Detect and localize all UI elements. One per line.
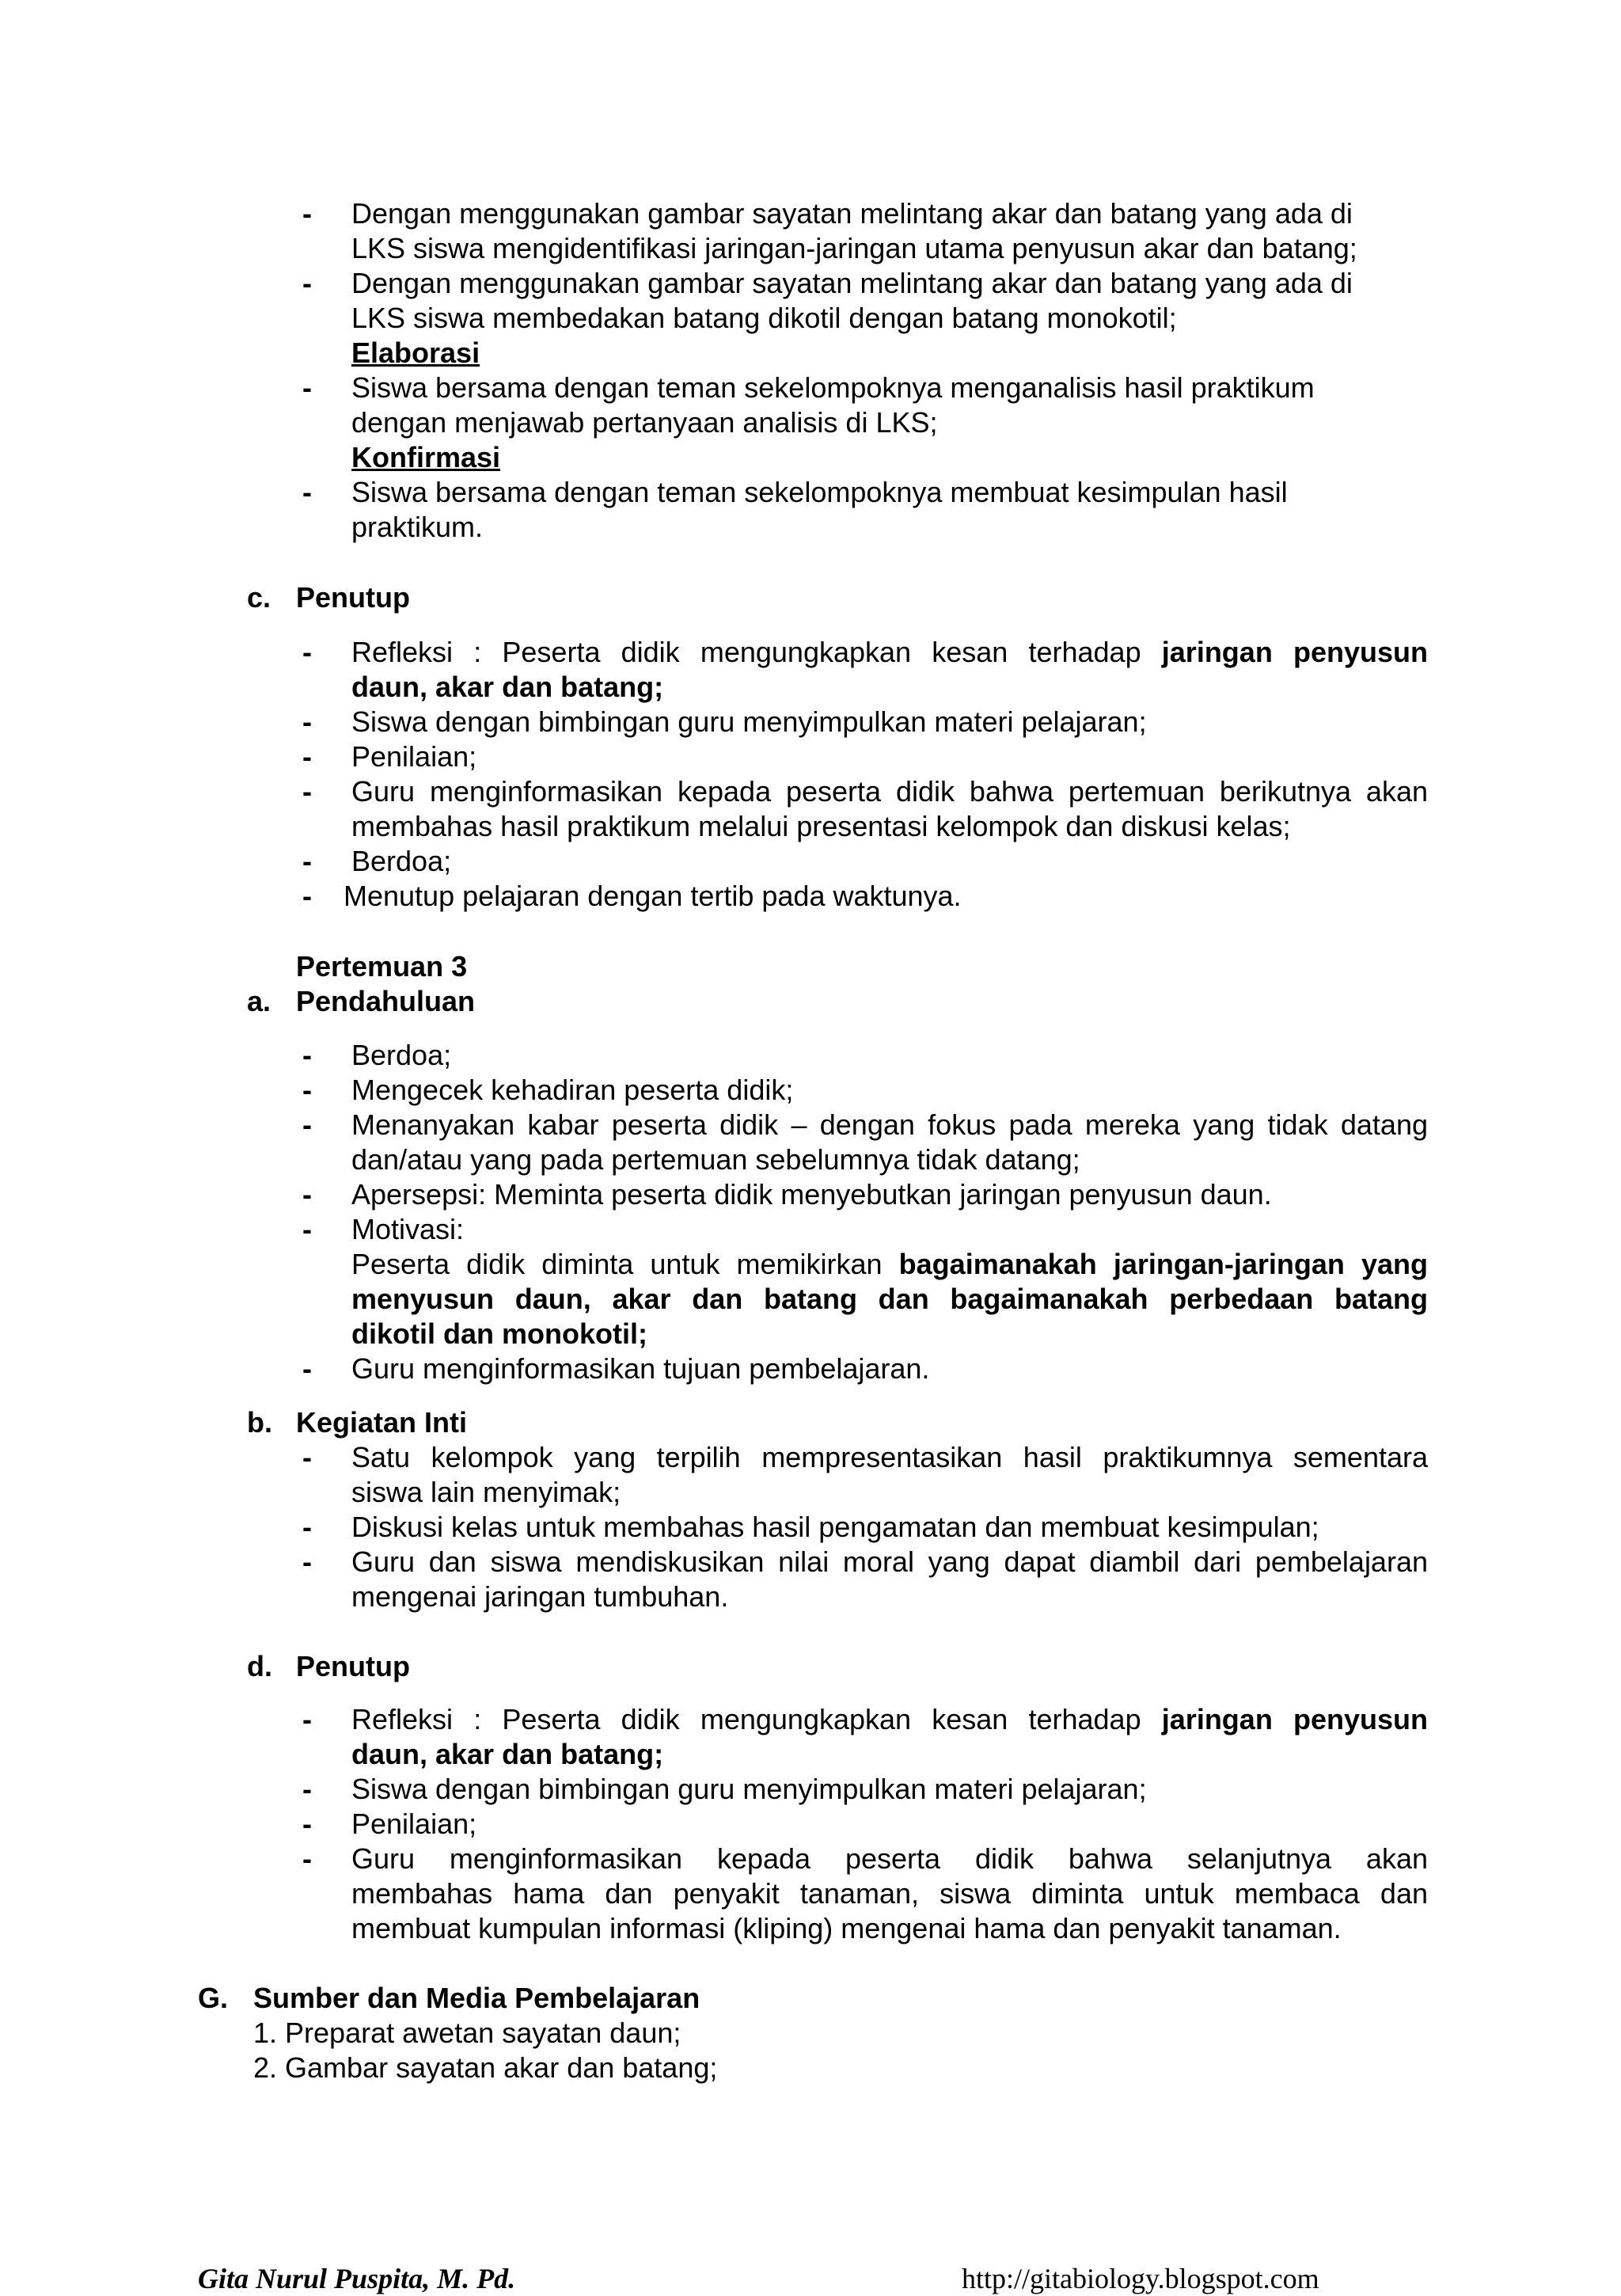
list-item-line: daun, akar dan batang; [351,1738,664,1770]
bullet-dash: - [302,740,312,773]
bullet-dash: - [302,1039,312,1071]
list-item-line: Guru menginformasikan tujuan pembelajaran. [351,1352,930,1385]
bullet-dash: - [302,845,312,877]
bullet-dash: - [302,1213,312,1245]
list-item-line: mengenai jaringan tumbuhan. [351,1580,729,1613]
list-item-line: Penilaian; [351,1808,477,1840]
bullet-dash: - [302,1545,312,1578]
motivasi-text: Peserta didik diminta untuk memikirkan [351,1248,899,1280]
refleksi-text: Refleksi : Peserta didik mengungkapkan kesan terhadap [351,1703,1162,1735]
list-item-line: siswa lain menyimak; [351,1476,621,1508]
section-heading: Penutup [296,1650,410,1682]
list-item-line: Penilaian; [351,740,477,773]
list-item-line: dikotil dan monokotil; [351,1317,647,1350]
list-item-line: Berdoa; [351,1039,452,1071]
bullet-dash: - [302,197,312,230]
section-heading: Penutup [296,581,410,614]
list-item-line: Guru menginformasikan kepada peserta didik bahwa pertemuan berikutnya akan [351,775,1428,808]
list-item-line: Berdoa; [351,845,452,877]
section-letter: c. [247,581,271,614]
footer-author: Gita Nurul Puspita, M. Pd. [198,2263,516,2294]
list-item: 2. Gambar sayatan akar dan batang; [253,2051,718,2084]
list-item-line: daun, akar dan batang; [351,671,664,703]
refleksi-text: Refleksi : Peserta didik mengungkapkan kesan terhadap [351,636,1162,668]
bullet-dash: - [302,267,312,299]
list-item-line: dan/atau yang pada pertemuan sebelumnya tidak datang; [351,1143,1080,1176]
list-item-line [351,1702,1428,1737]
section-heading: Pendahuluan [296,985,476,1017]
bullet-dash: - [302,1511,312,1543]
list-item-line: Siswa bersama dengan teman sekelompoknya menganalisis hasil praktikum [351,371,1315,404]
list-item: 1. Preparat awetan sayatan daun; [253,2017,681,2049]
refleksi-bold: jaringan penyusun [1161,636,1429,668]
section-letter: b. [247,1406,272,1439]
bullet-dash: - [302,1441,312,1473]
list-item-line: Menanyakan kabar peserta didik – dengan fokus pada mereka yang tidak datang [351,1108,1428,1141]
list-item-line: Siswa bersama dengan teman sekelompoknya membuat kesimpulan hasil [351,476,1288,508]
section-letter: a. [247,985,271,1017]
bullet-dash: - [302,1808,312,1840]
list-item-line: Guru dan siswa mendiskusikan nilai moral yang dapat diambil dari pembelajaran [351,1545,1428,1578]
bullet-dash: - [302,1773,312,1805]
list-item-line: Menutup pelajaran dengan tertib pada waktunya. [344,880,962,912]
list-item-line: Diskusi kelas untuk membahas hasil pengamatan dan membuat kesimpulan; [351,1511,1319,1543]
list-item-line: Dengan menggunakan gambar sayatan melintang akar dan batang yang ada di [351,197,1353,230]
list-item-line: membahas hasil praktikum melalui presentasi kelompok dan diskusi kelas; [351,810,1291,842]
list-item-line: Satu kelompok yang terpilih mempresentasikan hasil praktikumnya sementara [351,1441,1428,1473]
bullet-dash: - [302,1108,312,1141]
list-item-line: Mengecek kehadiran peserta didik; [351,1074,794,1106]
refleksi-bold: jaringan penyusun [1161,1703,1429,1735]
pertemuan-title: Pertemuan 3 [296,950,468,983]
list-item-line: membuat kumpulan informasi (kliping) mengenai hama dan penyakit tanaman. [351,1912,1342,1944]
bullet-dash: - [302,1074,312,1106]
bullet-dash: - [302,1842,312,1875]
motivasi-bold: bagaimanakah jaringan-jaringan yang [898,1248,1429,1280]
list-item-line: LKS siswa mengidentifikasi jaringan-jaringan utama penyusun akar dan batang; [351,232,1357,264]
bullet-dash: - [302,775,312,808]
footer-url: http://gitabiology.blogspot.com [962,2263,1319,2294]
list-item-line: praktikum. [351,511,484,543]
list-item-line: Guru menginformasikan kepada peserta didik bahwa selanjutnya akan [351,1842,1428,1875]
bullet-dash: - [302,636,312,668]
list-item-line [351,635,1428,670]
bullet-dash: - [302,705,312,738]
list-item-line: Motivasi: [351,1213,465,1245]
section-letter: d. [247,1650,272,1682]
bullet-dash: - [302,1703,312,1735]
list-item-line [351,1247,1428,1282]
list-item-line: Siswa dengan bimbingan guru menyimpulkan materi pelajaran; [351,705,1147,738]
list-item-line: dengan menjawab pertanyaan analisis di LKS; [351,406,938,439]
section-heading: Sumber dan Media Pembelajaran [253,1982,700,2014]
list-item-line: Apersepsi: Meminta peserta didik menyebutkan jaringan penyusun daun. [351,1178,1272,1211]
list-item-line: membahas hama dan penyakit tanaman, siswa diminta untuk membaca dan [351,1877,1428,1910]
list-item-line: Dengan menggunakan gambar sayatan melintang akar dan batang yang ada di [351,267,1353,299]
section-letter: G. [198,1982,229,2014]
list-item-line: Siswa dengan bimbingan guru menyimpulkan materi pelajaran; [351,1773,1147,1805]
list-item-line: LKS siswa membedakan batang dikotil dengan batang monokotil; [351,302,1177,334]
bullet-dash: - [302,1178,312,1211]
section-heading: Kegiatan Inti [296,1406,468,1439]
elaborasi-label: Elaborasi [351,336,480,369]
konfirmasi-label: Konfirmasi [351,441,501,473]
bullet-dash: - [302,476,312,508]
list-item-line: menyusun daun, akar dan batang dan bagaimanakah perbedaan batang [351,1283,1428,1315]
bullet-dash: - [302,1352,312,1385]
bullet-dash: - [302,371,312,404]
bullet-dash: - [302,880,312,912]
